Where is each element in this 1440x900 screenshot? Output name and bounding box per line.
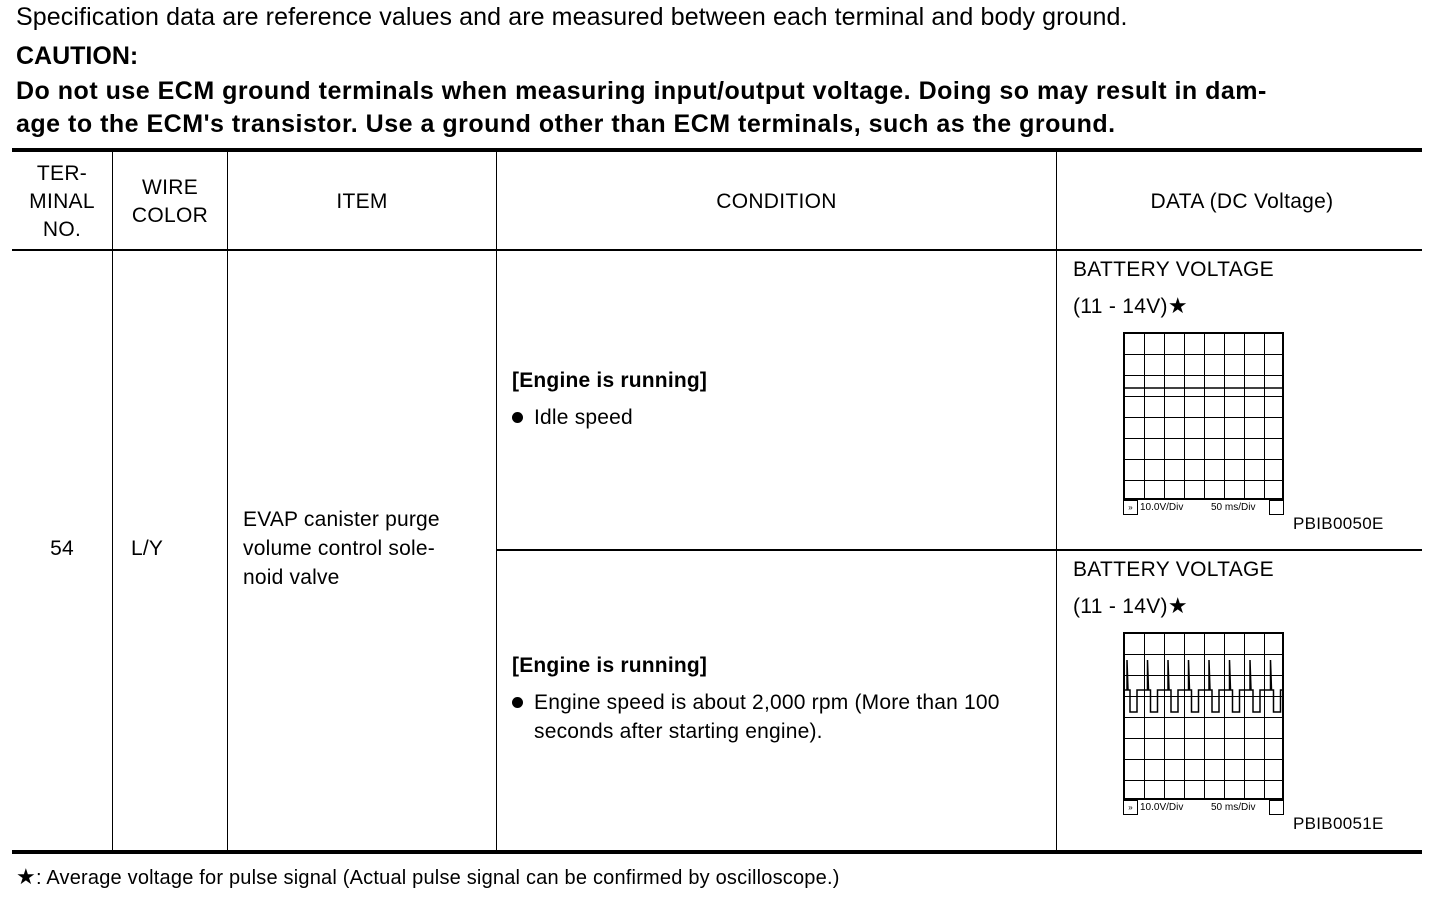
star-icon: ★ xyxy=(16,864,36,889)
item-description xyxy=(243,505,440,592)
row-divider xyxy=(496,549,1422,551)
header-terminal-line: NO. xyxy=(42,217,82,241)
header-condition: CONDITION xyxy=(716,189,837,213)
scope-scale: 10.0V/Div xyxy=(1140,502,1184,513)
star-icon: ★ xyxy=(1167,593,1188,618)
bullet-icon xyxy=(512,412,523,423)
scope-footer xyxy=(1123,800,1284,815)
scope-trace-pulse xyxy=(1123,632,1284,800)
condition-heading: [Engine is running] xyxy=(512,369,708,392)
item-line: EVAP canister purge xyxy=(243,508,440,531)
caution-line-1: Do not use ECM ground terminals when measuring input/output voltage. Doing so may result in dam- xyxy=(16,77,1267,105)
condition-bullet-text: Idle speed xyxy=(534,406,633,429)
scope-scale: 10.0V/Div xyxy=(1140,802,1184,813)
scope-marker-icon: » xyxy=(1123,800,1138,815)
column-divider xyxy=(227,152,228,850)
table-top-rule xyxy=(12,148,1422,152)
caution-title: CAUTION: xyxy=(16,42,139,70)
header-item: ITEM xyxy=(336,189,388,213)
header-terminal-line: MINAL xyxy=(29,189,95,213)
scope-marker-icon: » xyxy=(1123,500,1138,515)
column-divider xyxy=(496,152,497,850)
column-divider xyxy=(112,152,113,850)
footnote xyxy=(16,864,840,890)
data-range xyxy=(1073,288,1274,325)
bullet-line: seconds after starting engine). xyxy=(534,720,823,743)
figure-code: PBIB0050E xyxy=(1293,514,1384,533)
data-label: BATTERY VOLTAGE xyxy=(1073,258,1274,281)
scope-trace-flat xyxy=(1123,332,1284,500)
data-2000rpm xyxy=(1073,552,1274,625)
caution-line-2: age to the ECM's transistor. Use a ground other than ECM terminals, such as the ground. xyxy=(16,110,1116,138)
condition-bullet xyxy=(512,688,1052,746)
condition-bullet xyxy=(512,403,1052,432)
header-terminal-no xyxy=(12,153,112,250)
scope-time: 50 ms/Div xyxy=(1211,502,1256,513)
caution-text xyxy=(16,75,1426,141)
table-bottom-rule xyxy=(12,850,1422,854)
header-wire-line: WIRE xyxy=(141,175,199,199)
condition-heading: [Engine is running] xyxy=(512,654,708,677)
figure-code: PBIB0051E xyxy=(1293,814,1384,833)
bullet-icon xyxy=(512,697,523,708)
condition-2000rpm xyxy=(512,651,1052,746)
data-range xyxy=(1073,588,1274,625)
column-divider xyxy=(1056,152,1057,850)
header-data: DATA (DC Voltage) xyxy=(1150,189,1334,213)
condition-bullet-text xyxy=(534,688,1000,746)
data-range-text: (11 - 14V) xyxy=(1073,595,1168,618)
data-label: BATTERY VOLTAGE xyxy=(1073,558,1274,581)
header-terminal-line: TER- xyxy=(36,161,88,185)
scope-end-box xyxy=(1269,800,1284,815)
item-line: noid valve xyxy=(243,566,340,589)
bullet-line: Engine speed is about 2,000 rpm (More than 100 xyxy=(534,691,1000,714)
scope-end-box xyxy=(1269,500,1284,515)
star-icon: ★ xyxy=(1167,293,1188,318)
scope-footer xyxy=(1123,500,1284,515)
footnote-text: : Average voltage for pulse signal (Actual pulse signal can be confirmed by oscilloscope.) xyxy=(35,867,840,889)
data-range-text: (11 - 14V) xyxy=(1073,295,1168,318)
condition-idle xyxy=(512,366,1052,432)
spec-note: Specification data are reference values and are measured between each terminal and body ground. xyxy=(16,3,1128,31)
wire-color: L/Y xyxy=(131,537,164,560)
header-wire-line: COLOR xyxy=(131,203,209,227)
header-wire-color xyxy=(113,153,227,250)
terminal-number: 54 xyxy=(50,537,74,560)
data-idle xyxy=(1073,252,1274,325)
item-line: volume control sole- xyxy=(243,537,435,560)
scope-time: 50 ms/Div xyxy=(1211,802,1256,813)
